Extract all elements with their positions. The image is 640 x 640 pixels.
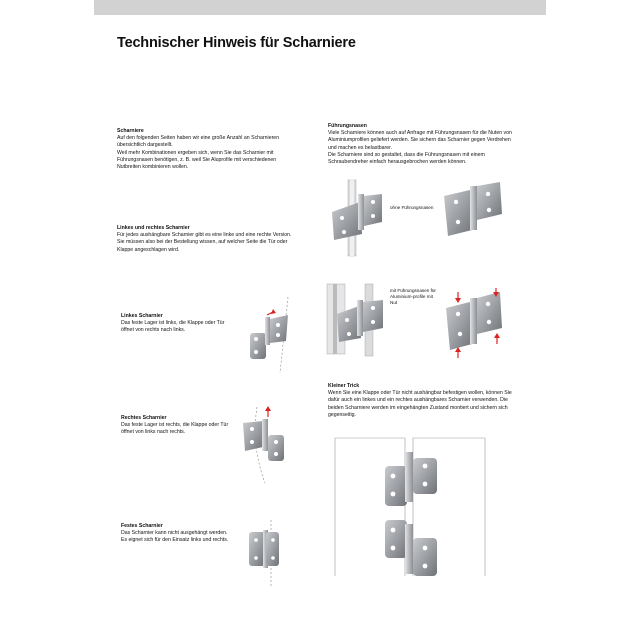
rechtes-text: Das feste Lager ist rechts, die Klappe oder Tür öffnet von links nach rechts. [121,422,229,436]
linkes-heading: Linkes Scharnier [121,313,163,319]
linkes-text: Das feste Lager ist links, die Klappe oder Tür öffnet von rechts nach links. [121,320,225,334]
trick-text: Wenn Sie eine Klappe oder Tür nicht aushängbar befestigen wollen, können Sie dafür auch ein linkes und ein rechtes aushängbares Scharnier verwenden. Die beiden Scharniere werden im eingehängten Zustand montiert und sichern sich gegenseitig. [328,390,512,418]
linkes-block [121,313,231,335]
angled-hinge-figure-ohne [440,180,505,240]
mit-label: mit Führungsnasen für Aluminium-profile mit Nut [390,288,436,305]
links-rechts-block [117,225,297,254]
trick-heading: Kleiner Trick [328,383,360,389]
profile-hinge-figure-ohne [330,178,390,258]
ohne-label: ohne Führungsnasen [390,205,434,210]
angled-hinge-figure-mit [440,288,510,360]
festes-block [121,523,231,545]
scharniere-text-1: Auf den folgenden Seiten haben wir eine große Anzahl an Scharnieren übersichtlich dargestellt. [117,135,280,149]
rechtes-heading: Rechtes Scharnier [121,415,167,421]
festes-heading: Festes Scharnier [121,523,163,529]
header-bar [94,0,546,15]
fuehrung-text-1: Viele Scharniere können auch auf Anfrage mit Führungsnasen für die Nuten von Aluminiumprofilen geliefert werden. Sie sichern das Scharnier gegen Verdrehen und machen es belastbarer. [328,130,512,151]
fuehrung-heading: Führungsnasen [328,123,367,129]
links-rechts-text: Für jedes aushängbare Scharnier gibt es eine linke und eine rechte Version. Sie müssen also bei der Bestellung wissen, auf welcher Seite die Tür oder Klappe angeschlagen wird. [117,232,292,253]
fixed-hinge-figure [243,518,283,588]
trick-block [328,383,518,419]
scharniere-heading: Scharniere [117,128,144,134]
right-hinge-figure [235,405,305,485]
trick-figure [335,438,490,588]
fuehrung-text-2: Die Scharniere sind so gestaltet, dass die Führungsnasen mit einem Schraubendreher einfach herausgebrochen werden können. [328,151,485,166]
rechtes-block [121,415,231,437]
festes-text: Das Scharnier kann nicht ausgehängt werden. Es eignet sich für den Einsatz links und rechts. [121,530,229,544]
scharniere-text-2: Weil mehr Kombinationen ergeben sich, wenn Sie das Scharnier mit Führungsnasen benötigen, z. B. weil Sie Aluprofile mit verschiedenen Nutbreiten kombinieren wollen. [117,149,277,171]
left-hinge-figure [240,295,300,375]
links-rechts-heading: Linkes und rechtes Scharnier [117,225,190,231]
page-title: Technischer Hinweis für Scharniere [117,35,356,51]
fuehrung-block [328,123,518,166]
profile-hinge-figure-mit [325,282,390,358]
scharniere-block [117,128,297,171]
